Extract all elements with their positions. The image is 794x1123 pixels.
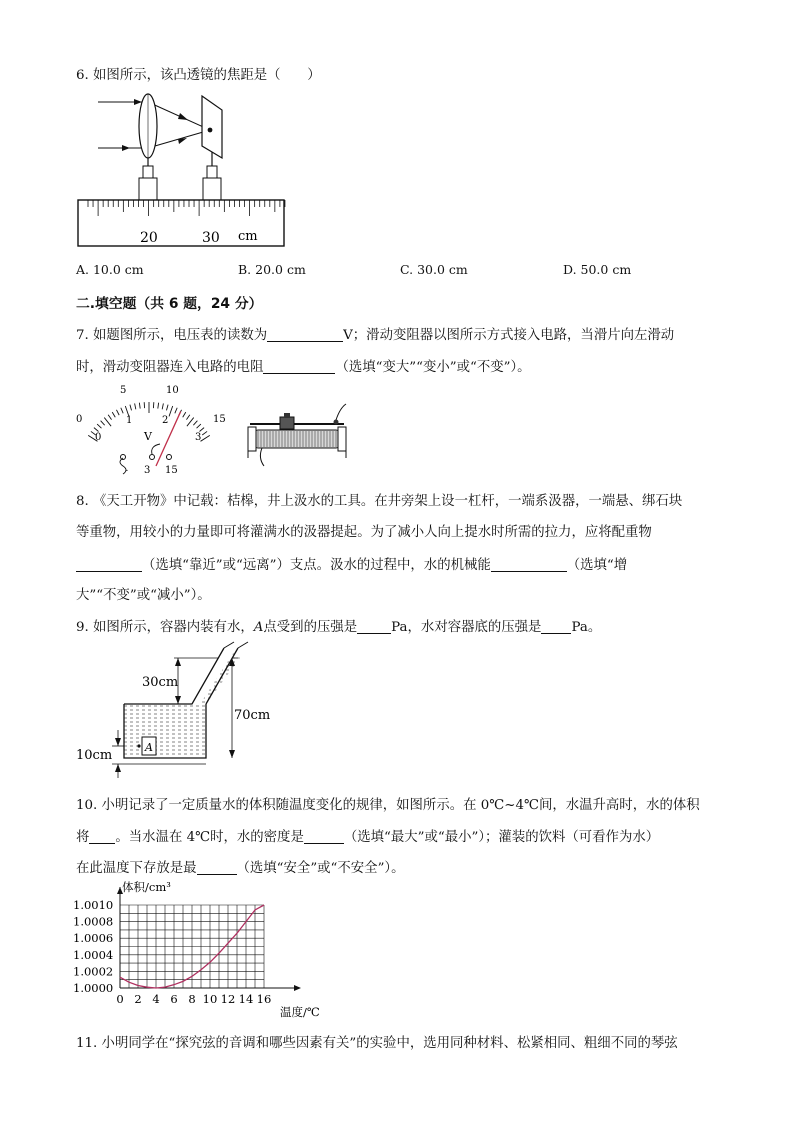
chart-ytick-label: 1.0006	[73, 931, 114, 946]
meter-tick	[97, 424, 101, 428]
meter-tick	[183, 412, 186, 417]
q10-line2: 将 。当水温在 4℃时，水的密度是 （选填“最大”或“最小”）；灌装的饮料（可看作为水）	[76, 830, 660, 845]
meter-tick	[201, 435, 210, 441]
q8-line1: 8. 《天工开物》中记载：桔槔，井上汲水的工具。在井旁架上设一杠杆，一端系汲器，一端悬、绑石块	[76, 494, 683, 509]
terminal-icon	[150, 455, 155, 460]
meter-tick	[108, 415, 111, 420]
meter-tick	[116, 410, 119, 415]
ray-arrow-icon	[178, 138, 187, 144]
meter-bottom-3: 3	[195, 432, 202, 443]
chart-ytick-label: 1.0010	[73, 898, 114, 912]
chart-xtick-label: 12	[220, 992, 236, 1006]
label-10cm: 10cm	[76, 748, 113, 763]
chart-ytick-label: 1.0004	[73, 947, 114, 962]
q8-blank-1[interactable]	[76, 557, 142, 572]
q6-option-a[interactable]: A. 10.0 cm	[76, 262, 144, 277]
q6-lens-figure	[76, 90, 288, 250]
axis-arrow-icon	[294, 985, 301, 991]
q6-stem: 6. 如图所示，该凸透镜的焦距是（ ）	[76, 68, 321, 83]
q6-option-b[interactable]: B. 20.0 cm	[238, 262, 306, 277]
meter-tick	[94, 428, 99, 432]
terminal-icon	[121, 455, 126, 460]
label-point-a: A	[145, 741, 153, 754]
meter-bottom-1: 1	[126, 415, 133, 426]
chart-ytick-label: 1.0000	[73, 981, 114, 995]
meter-top-5: 5	[120, 385, 127, 396]
meter-tick	[186, 415, 189, 420]
terminal-3: 3	[144, 465, 151, 476]
meter-tick	[166, 405, 168, 411]
q7-blank-1[interactable]	[267, 327, 343, 342]
ray-arrow-icon	[122, 145, 130, 151]
meter-unit: V	[144, 430, 152, 443]
meter-tick	[187, 418, 194, 427]
chart-ytick-label: 1.0002	[73, 964, 114, 979]
q7-blank-2[interactable]	[263, 359, 335, 374]
chart-xtick-label: 0	[116, 992, 124, 1006]
meter-top-0: 0	[76, 414, 83, 425]
chart-ylabel: 体积/cm³	[122, 880, 171, 894]
q10-line3: 在此温度下存放是最 （选填“安全”或“不安全”）。	[76, 861, 405, 876]
q8-line4: 大”“不变”或“减小”）。	[76, 588, 211, 603]
terminal-icon	[167, 455, 172, 460]
chart-xtick-label: 2	[134, 992, 142, 1006]
meter-tick	[130, 405, 132, 411]
meter-tick	[169, 406, 173, 416]
light-screen	[202, 96, 222, 158]
meter-tick	[112, 412, 115, 417]
chart-xtick-label: 6	[170, 992, 178, 1006]
q7-rheostat	[244, 400, 358, 470]
q10-blank-1[interactable]	[89, 829, 115, 844]
focus-point	[208, 128, 213, 133]
meter-tick	[158, 403, 159, 409]
meter-bottom-0: 0	[95, 432, 102, 443]
q11-line1: 11. 小明同学在“探究弦的音调和哪些因素有关”的实验中，选用同种材料、松紧相同、粗细不同的琴弦	[76, 1036, 678, 1051]
q8-line3: （选填“靠近”或“远离”）支点。汲水的过程中，水的机械能 （选填“增	[76, 554, 627, 573]
ruler-label-30: 30	[202, 230, 220, 246]
label-70cm: 70cm	[234, 708, 271, 723]
q7-voltmeter	[76, 382, 236, 476]
meter-bottom-2: 2	[162, 415, 169, 426]
q6-option-c[interactable]: C. 30.0 cm	[400, 262, 468, 277]
meter-tick	[199, 428, 204, 432]
q7-line2: 时，滑动变阻器连入电路的电阻 （选填“变大”“变小”或“不变”）。	[76, 360, 531, 375]
meter-top-10: 10	[166, 385, 179, 396]
chart-xtick-label: 4	[152, 992, 160, 1006]
ray-arrow-icon	[134, 99, 142, 105]
ruler-label-20: 20	[140, 230, 158, 246]
meter-tick	[104, 418, 111, 427]
terminal-minus: -	[125, 466, 129, 476]
chart-ytick-label: 1.0008	[73, 914, 114, 929]
meter-tick	[162, 403, 163, 409]
q8-blank-2[interactable]	[491, 557, 567, 572]
section-title: 二.填空题（共 6 题，24 分）	[76, 296, 263, 312]
q10-blank-2[interactable]	[304, 829, 344, 844]
chart-xtick-label: 8	[188, 992, 196, 1006]
meter-tick	[101, 421, 105, 425]
meter-top-15: 15	[213, 414, 226, 425]
meter-tick	[175, 408, 177, 414]
q9-point-a: A	[253, 620, 264, 635]
q9-blank-2[interactable]	[541, 619, 571, 634]
q10-volume-temperature-chart	[70, 878, 340, 1020]
chart-xtick-label: 16	[256, 992, 272, 1006]
terminal-15: 15	[165, 465, 178, 476]
meter-tick	[121, 408, 123, 414]
q6-option-d[interactable]: D. 50.0 cm	[563, 262, 632, 277]
meter-tick	[197, 424, 201, 428]
ruler-unit: cm	[238, 229, 258, 244]
meter-tick	[193, 421, 197, 425]
q7-line1: 7. 如题图所示，电压表的读数为 V；滑动变阻器以图所示方式接入电路，当滑片向左滑动	[76, 328, 675, 343]
chart-xlabel: 温度/℃	[280, 1005, 320, 1019]
chart-xtick-label: 10	[202, 992, 218, 1006]
chart-xtick-label: 14	[238, 992, 254, 1006]
q9-line: 9. 如图所示，容器内装有水，A点受到的压强是 Pa，水对容器底的压强是 Pa。	[76, 620, 602, 635]
rheostat-slider	[280, 417, 294, 429]
label-30cm: 30cm	[142, 675, 179, 690]
meter-tick	[139, 403, 140, 409]
q8-line2: 等重物，用较小的力量即可将灌满水的汲器提起。为了减小人向上提水时所需的拉力，应将配重物	[76, 525, 652, 540]
q9-container-figure	[76, 640, 286, 780]
q10-blank-3[interactable]	[197, 860, 237, 875]
q9-blank-1[interactable]	[357, 619, 391, 634]
meter-tick	[135, 403, 136, 409]
q10-line1: 10. 小明记录了一定质量水的体积随温度变化的规律，如图所示。在 0℃~4℃间，水温升高时，水的体积	[76, 798, 700, 813]
ray-arrow-icon	[178, 113, 188, 120]
meter-tick	[202, 431, 207, 435]
